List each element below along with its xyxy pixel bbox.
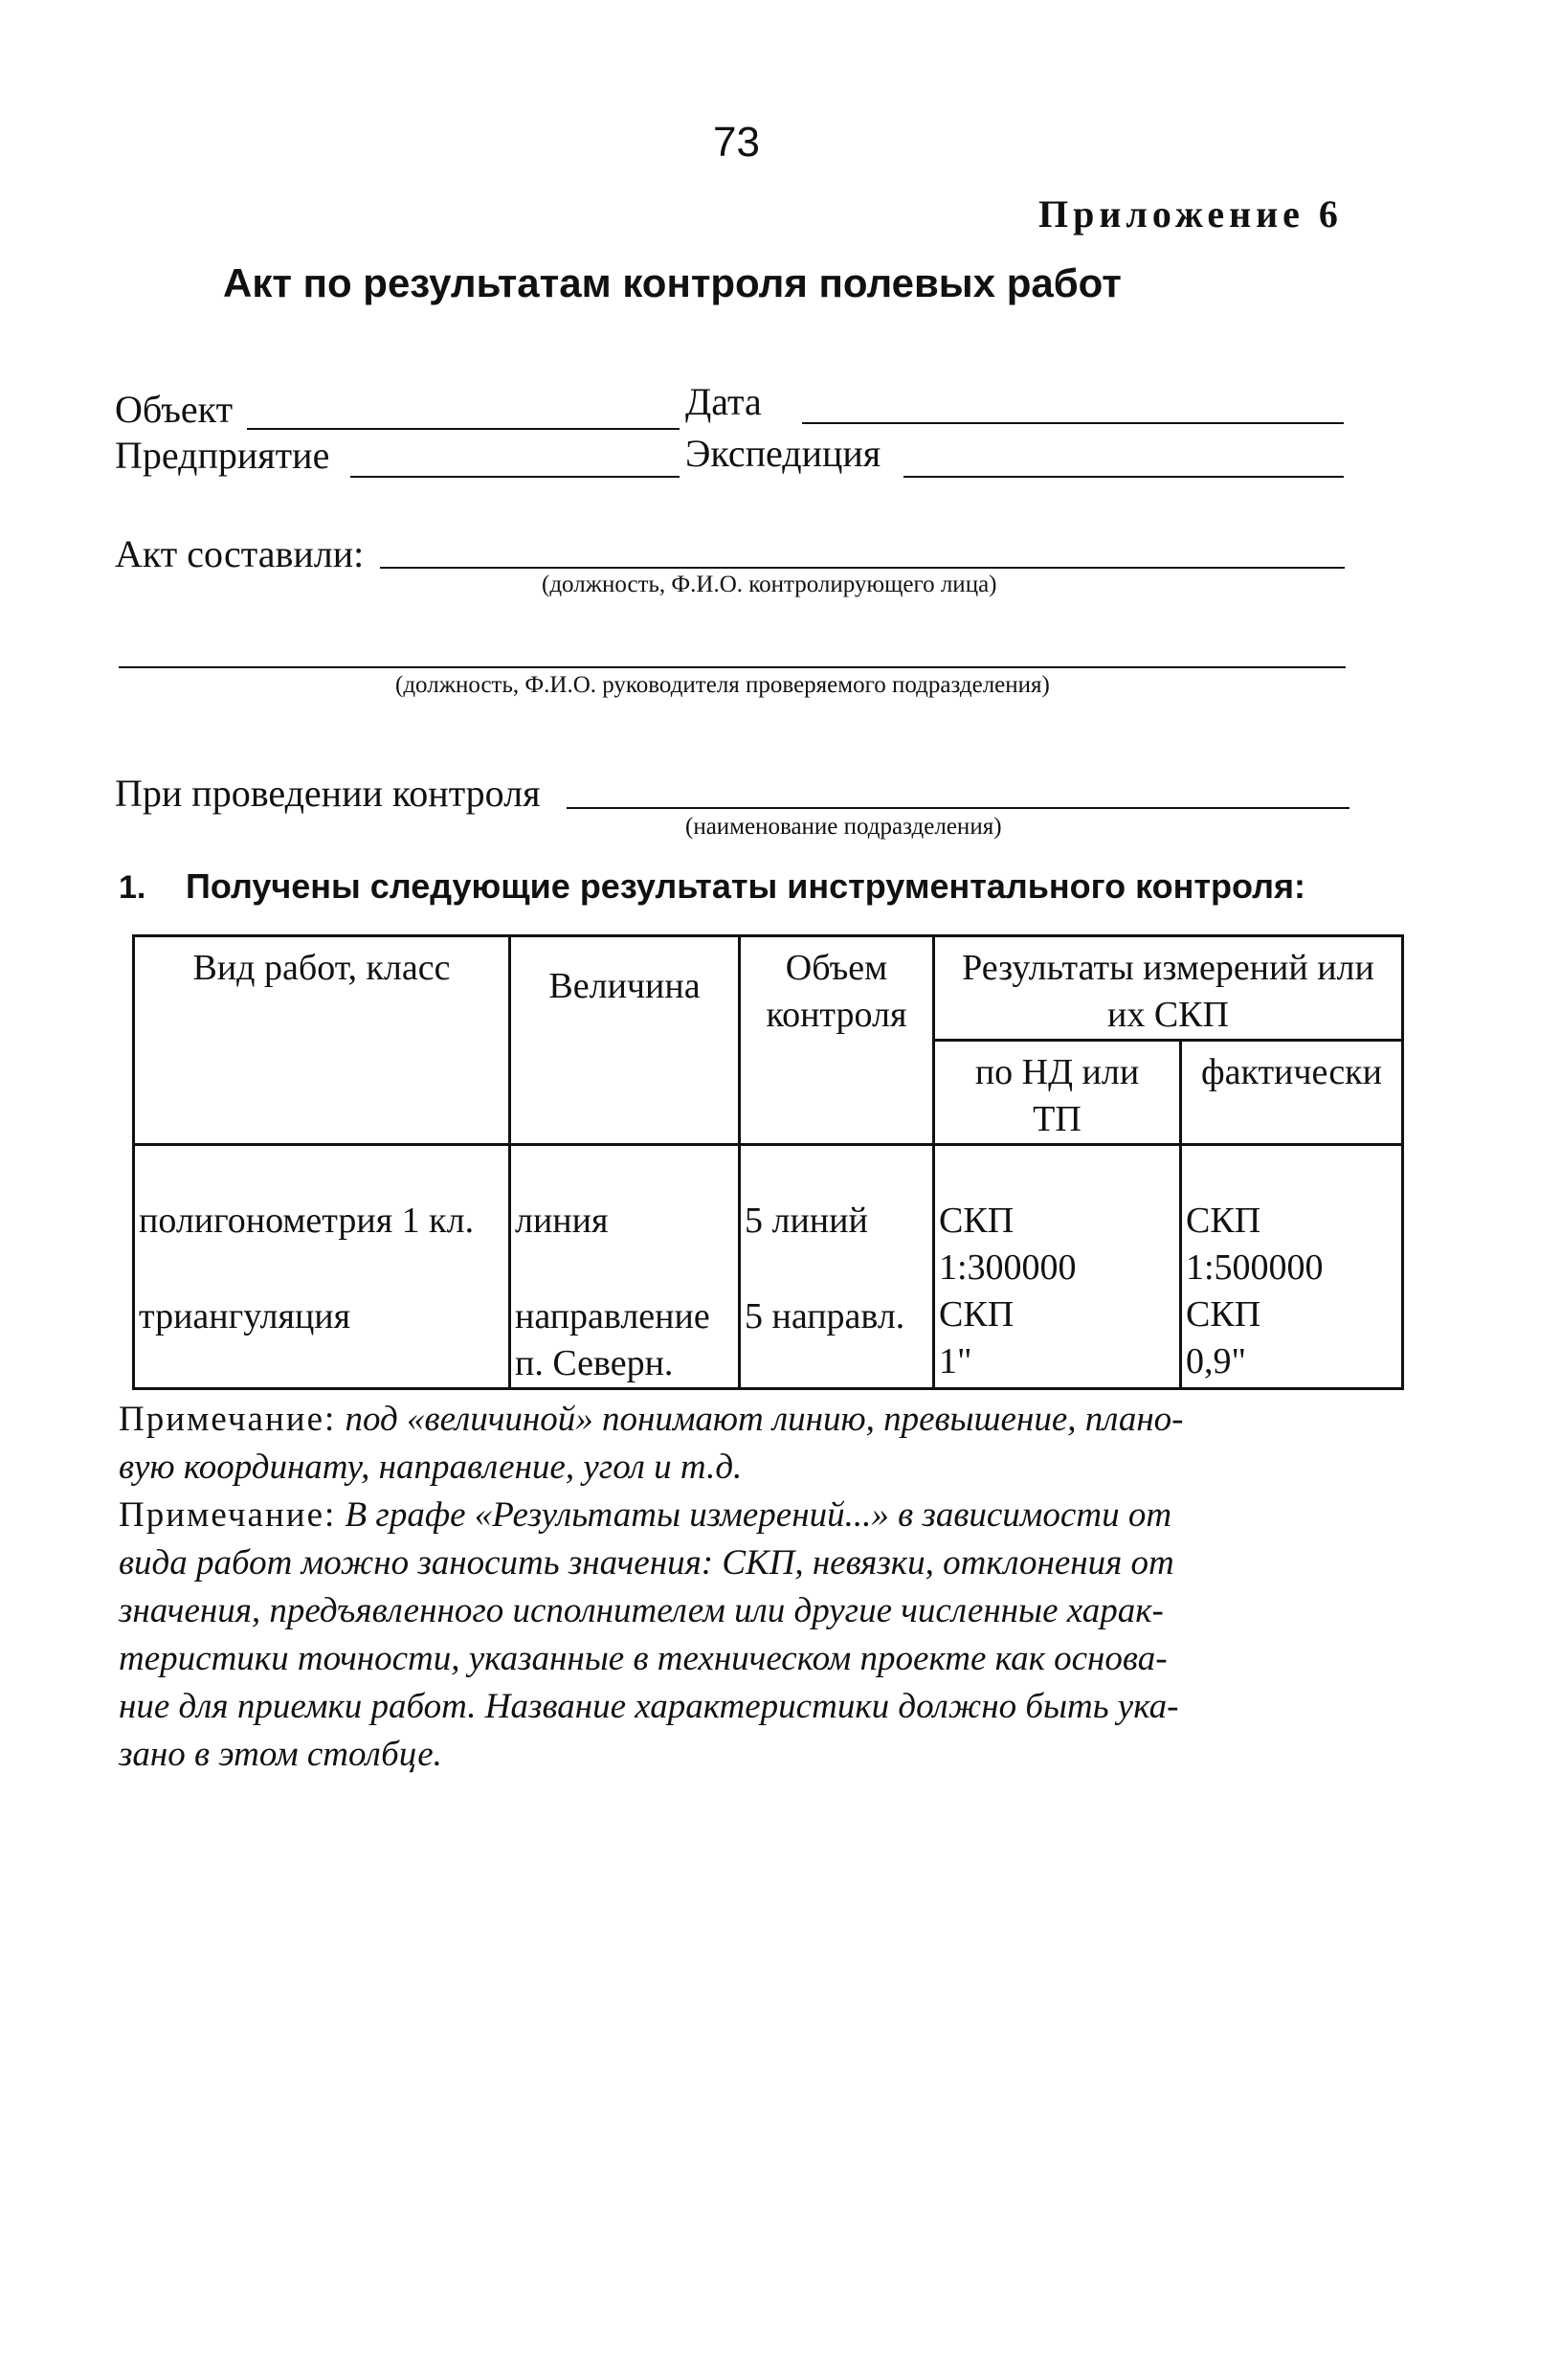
actual-value: СКП bbox=[1186, 1294, 1261, 1335]
volume-value: 5 линий bbox=[745, 1201, 868, 1241]
section-title: Получены следующие результаты инструментального контроля: bbox=[186, 866, 1305, 906]
date-label: Дата bbox=[685, 380, 762, 423]
header-quantity: Величина bbox=[510, 936, 740, 1145]
compiled-by-caption: (должность, Ф.И.О. контролирующего лица) bbox=[542, 572, 997, 597]
cell-quantity bbox=[510, 1145, 740, 1389]
header-by-norm-line: по НД или bbox=[974, 1052, 1140, 1092]
header-volume-line: Объем bbox=[785, 948, 888, 988]
expedition-field[interactable] bbox=[903, 476, 1344, 478]
note-label: Примечание: bbox=[119, 1400, 337, 1439]
header-by-norm bbox=[934, 1041, 1181, 1145]
object-field[interactable] bbox=[247, 428, 680, 430]
note-line: теристики точности, указанные в техническом проекте как основа- bbox=[119, 1639, 1168, 1678]
by-norm-value: СКП bbox=[939, 1201, 1015, 1241]
quantity-value: п. Северн. bbox=[515, 1343, 674, 1383]
cell-work-type bbox=[134, 1145, 510, 1389]
during-control-label: При проведении контроля bbox=[115, 772, 541, 815]
header-actual: фактически bbox=[1181, 1041, 1403, 1145]
object-label: Объект bbox=[115, 388, 234, 431]
section-number: 1. bbox=[119, 869, 146, 906]
header-work-type: Вид работ, класс bbox=[134, 936, 510, 1145]
enterprise-field[interactable] bbox=[350, 476, 680, 478]
enterprise-label: Предприятие bbox=[115, 434, 330, 477]
note-line: вида работ можно заносить значения: СКП, невязки, отклонения от bbox=[119, 1543, 1174, 1583]
table-row bbox=[134, 1145, 1403, 1389]
header-volume bbox=[740, 936, 934, 1145]
note-line: значения, предъявленного исполнителем или другие численные харак- bbox=[119, 1591, 1164, 1630]
note-label: Примечание: bbox=[119, 1495, 337, 1535]
note-line: зано в этом столбце. bbox=[119, 1735, 442, 1774]
by-norm-value: СКП bbox=[939, 1294, 1015, 1335]
work-type-value: триангуляция bbox=[139, 1296, 351, 1336]
header-volume-line: контроля bbox=[766, 995, 907, 1035]
note-line bbox=[119, 1492, 1363, 1539]
page-number: 73 bbox=[713, 119, 760, 166]
note-text: под «величиной» понимают линию, превышение, плано- bbox=[345, 1400, 1184, 1439]
note-line: ние для приемки работ. Название характеристики должно быть ука- bbox=[119, 1687, 1179, 1726]
compiled-by-label: Акт составили: bbox=[115, 532, 365, 575]
volume-value: 5 направл. bbox=[745, 1296, 905, 1336]
by-norm-value: 1" bbox=[939, 1341, 972, 1381]
page-title: Акт по результатам контроля полевых работ bbox=[223, 260, 1122, 305]
date-field[interactable] bbox=[802, 422, 1344, 424]
note-line bbox=[119, 1396, 1363, 1444]
cell-actual bbox=[1181, 1145, 1403, 1389]
header-results-line: их СКП bbox=[1107, 995, 1229, 1035]
head-field[interactable] bbox=[119, 666, 1346, 668]
unit-field[interactable] bbox=[567, 807, 1349, 809]
unit-caption: (наименование подразделения) bbox=[685, 814, 1002, 840]
actual-value: 0,9" bbox=[1186, 1341, 1247, 1381]
expedition-label: Экспедиция bbox=[685, 432, 881, 475]
actual-value: СКП bbox=[1186, 1201, 1261, 1241]
quantity-value: направление bbox=[515, 1296, 710, 1336]
compiled-by-field[interactable] bbox=[380, 567, 1345, 569]
notes bbox=[119, 1396, 1363, 1779]
note-line: вую координату, направление, угол и т.д. bbox=[119, 1448, 743, 1487]
header-results bbox=[934, 936, 1403, 1041]
cell-by-norm bbox=[934, 1145, 1181, 1389]
note-text: В графе «Результаты измерений...» в зависимости от bbox=[345, 1495, 1172, 1535]
header-by-norm-line: ТП bbox=[1033, 1099, 1082, 1139]
appendix-label: Приложение 6 bbox=[1038, 192, 1343, 236]
work-type-value: полигонометрия 1 кл. bbox=[139, 1201, 475, 1241]
by-norm-value: 1:300000 bbox=[939, 1247, 1077, 1288]
actual-value: 1:500000 bbox=[1186, 1247, 1324, 1288]
header-results-line: Результаты измерений или bbox=[962, 948, 1374, 988]
cell-volume bbox=[740, 1145, 934, 1389]
results-table bbox=[132, 934, 1404, 1390]
head-caption: (должность, Ф.И.О. руководителя проверяемого подразделения) bbox=[395, 672, 1050, 698]
quantity-value: линия bbox=[515, 1201, 609, 1241]
